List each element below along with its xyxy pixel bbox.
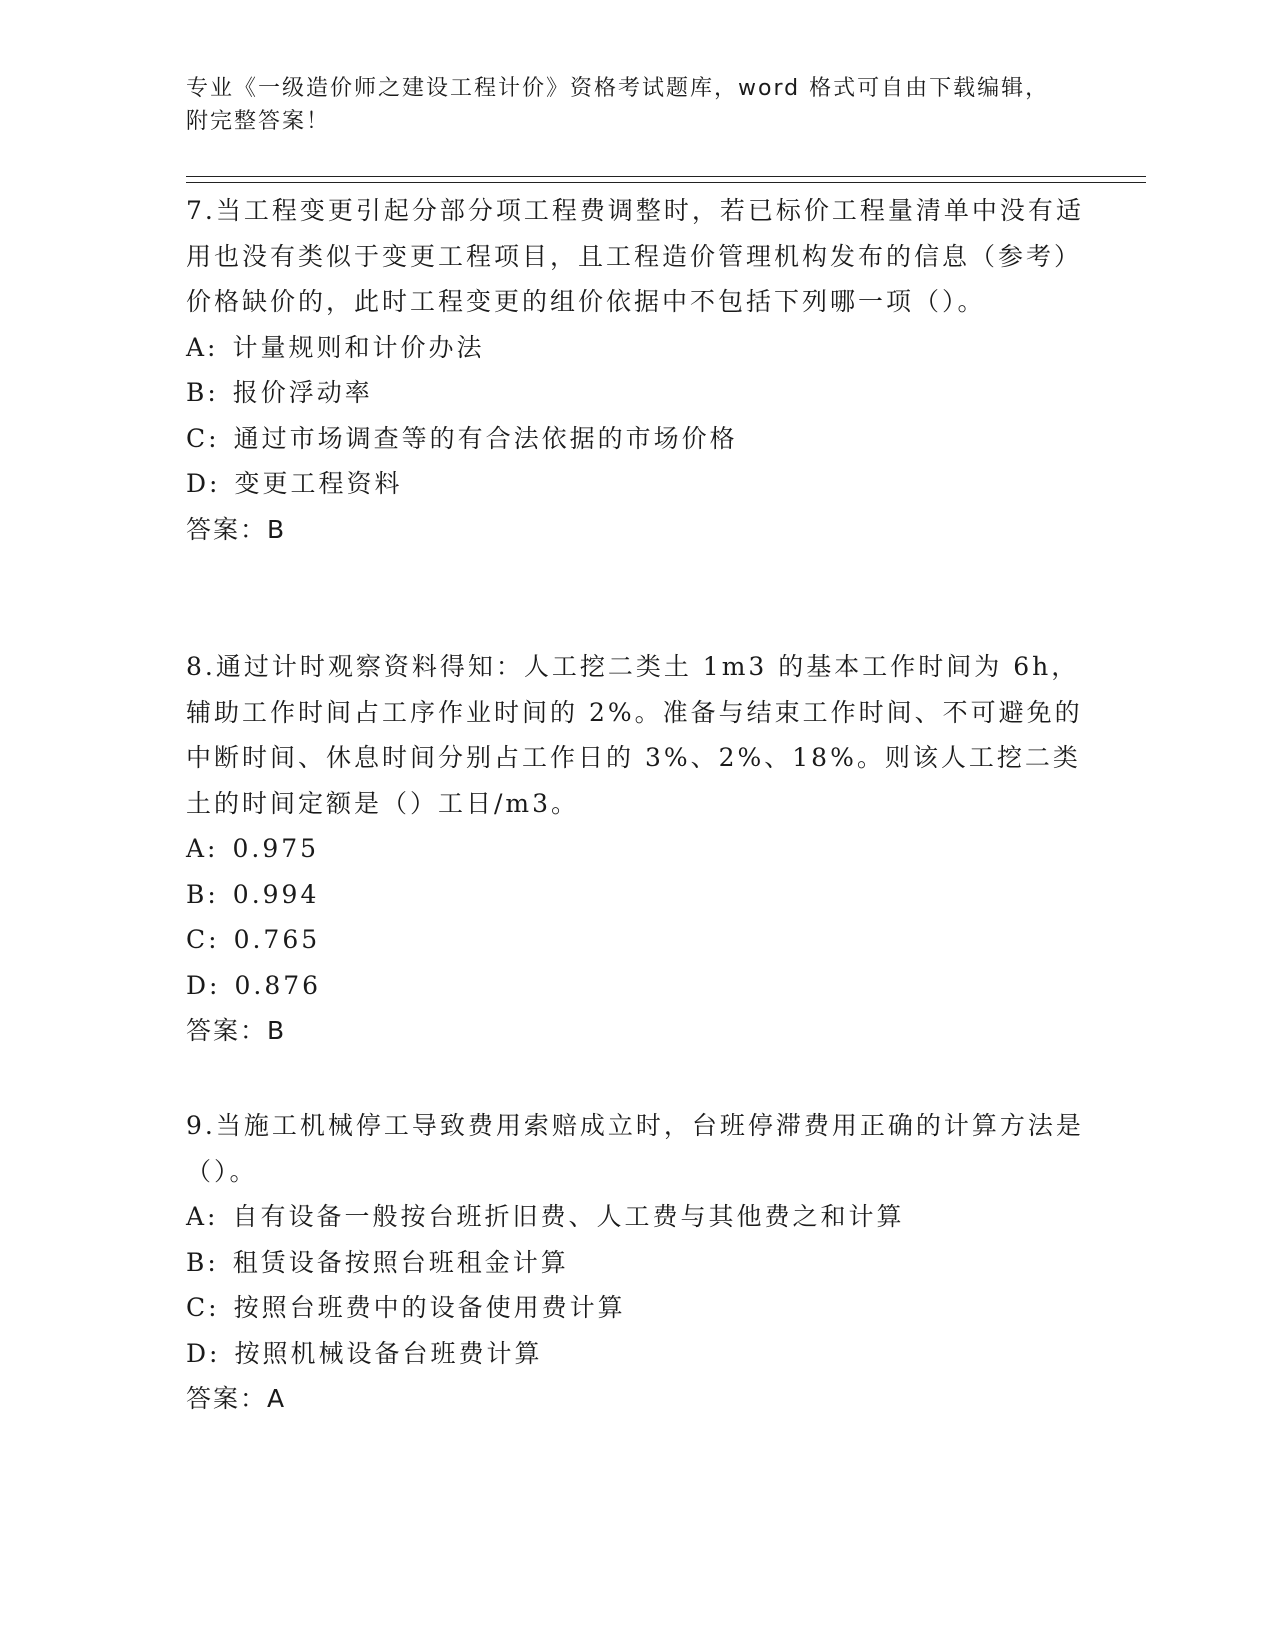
option-label: A: [186, 332, 219, 362]
option-a [186, 325, 1086, 371]
question-block-9 [186, 1103, 1086, 1422]
header-divider-bottom [186, 182, 1146, 183]
option-text: 通过市场调查等的有合法依据的市场价格 [233, 423, 738, 453]
header-line-1: 专业《一级造价师之建设工程计价》资格考试题库，word 格式可自由下载编辑， [186, 76, 1050, 101]
option-d [186, 1331, 1086, 1377]
option-b [186, 370, 1086, 416]
option-text: 自有设备一般按台班折旧费、人工费与其他费之和计算 [232, 1202, 905, 1231]
option-label: B: [186, 378, 219, 407]
question-text: 7.当工程变更引起分部分项工程费调整时，若已标价工程量清单中没有适用也没有类似于变更工程项目，且工程造价管理机构发布的信息（参考）价格缺价的，此时工程变更的组价依据中不包括下列哪一项（）。 [186, 196, 1084, 316]
option-text: 0.876 [234, 970, 322, 1000]
option-text: 按照台班费中的设备使用费计算 [233, 1293, 626, 1322]
question-text: 8.通过计时观察资料得知：人工挖二类土 1m3 的基本工作时间为 6h，辅助工作时间占工序作业时间的 2%。准备与结束工作时间、不可避免的中断时间、休息时间分别占工作日的 3%、2%、18%。则该人工挖二类土的时间定额是（）工日/m3。 [186, 652, 1083, 818]
answer-line: 答案：B [186, 514, 287, 544]
option-label: A: [186, 834, 219, 863]
option-a [186, 826, 1086, 872]
option-label: C: [186, 925, 220, 954]
option-c [186, 416, 1086, 462]
option-text: 变更工程资料 [234, 469, 403, 498]
question-block-8 [186, 644, 1086, 1054]
option-label: D: [186, 1338, 221, 1368]
option-c [186, 917, 1086, 963]
header-divider-top [186, 176, 1146, 177]
option-text: 0.994 [232, 879, 320, 909]
option-label: D: [186, 469, 221, 498]
question-block-7 [186, 188, 1086, 552]
option-b [186, 872, 1086, 918]
header-line-2: 附完整答案！ [186, 109, 331, 134]
option-label: D: [186, 970, 221, 1000]
option-a [186, 1194, 1086, 1240]
option-c [186, 1285, 1086, 1331]
option-label: A: [186, 1202, 219, 1231]
option-label: C: [186, 1293, 220, 1322]
option-d [186, 461, 1086, 507]
option-text: 0.975 [232, 834, 320, 863]
option-label: B: [186, 879, 219, 909]
page-header [186, 72, 1086, 138]
option-b [186, 1240, 1086, 1286]
option-text: 报价浮动率 [232, 378, 373, 407]
option-text: 租赁设备按照台班租金计算 [232, 1247, 569, 1277]
option-text: 计量规则和计价办法 [232, 332, 485, 362]
answer-line: 答案：B [186, 1016, 287, 1045]
option-text: 按照机械设备台班费计算 [234, 1338, 543, 1368]
option-text: 0.765 [233, 925, 321, 954]
question-text: 9.当施工机械停工导致费用索赔成立时，台班停滞费用正确的计算方法是（）。 [186, 1111, 1084, 1186]
option-d [186, 963, 1086, 1009]
option-label: C: [186, 423, 220, 453]
option-label: B: [186, 1247, 219, 1277]
answer-line: 答案：A [186, 1384, 287, 1413]
